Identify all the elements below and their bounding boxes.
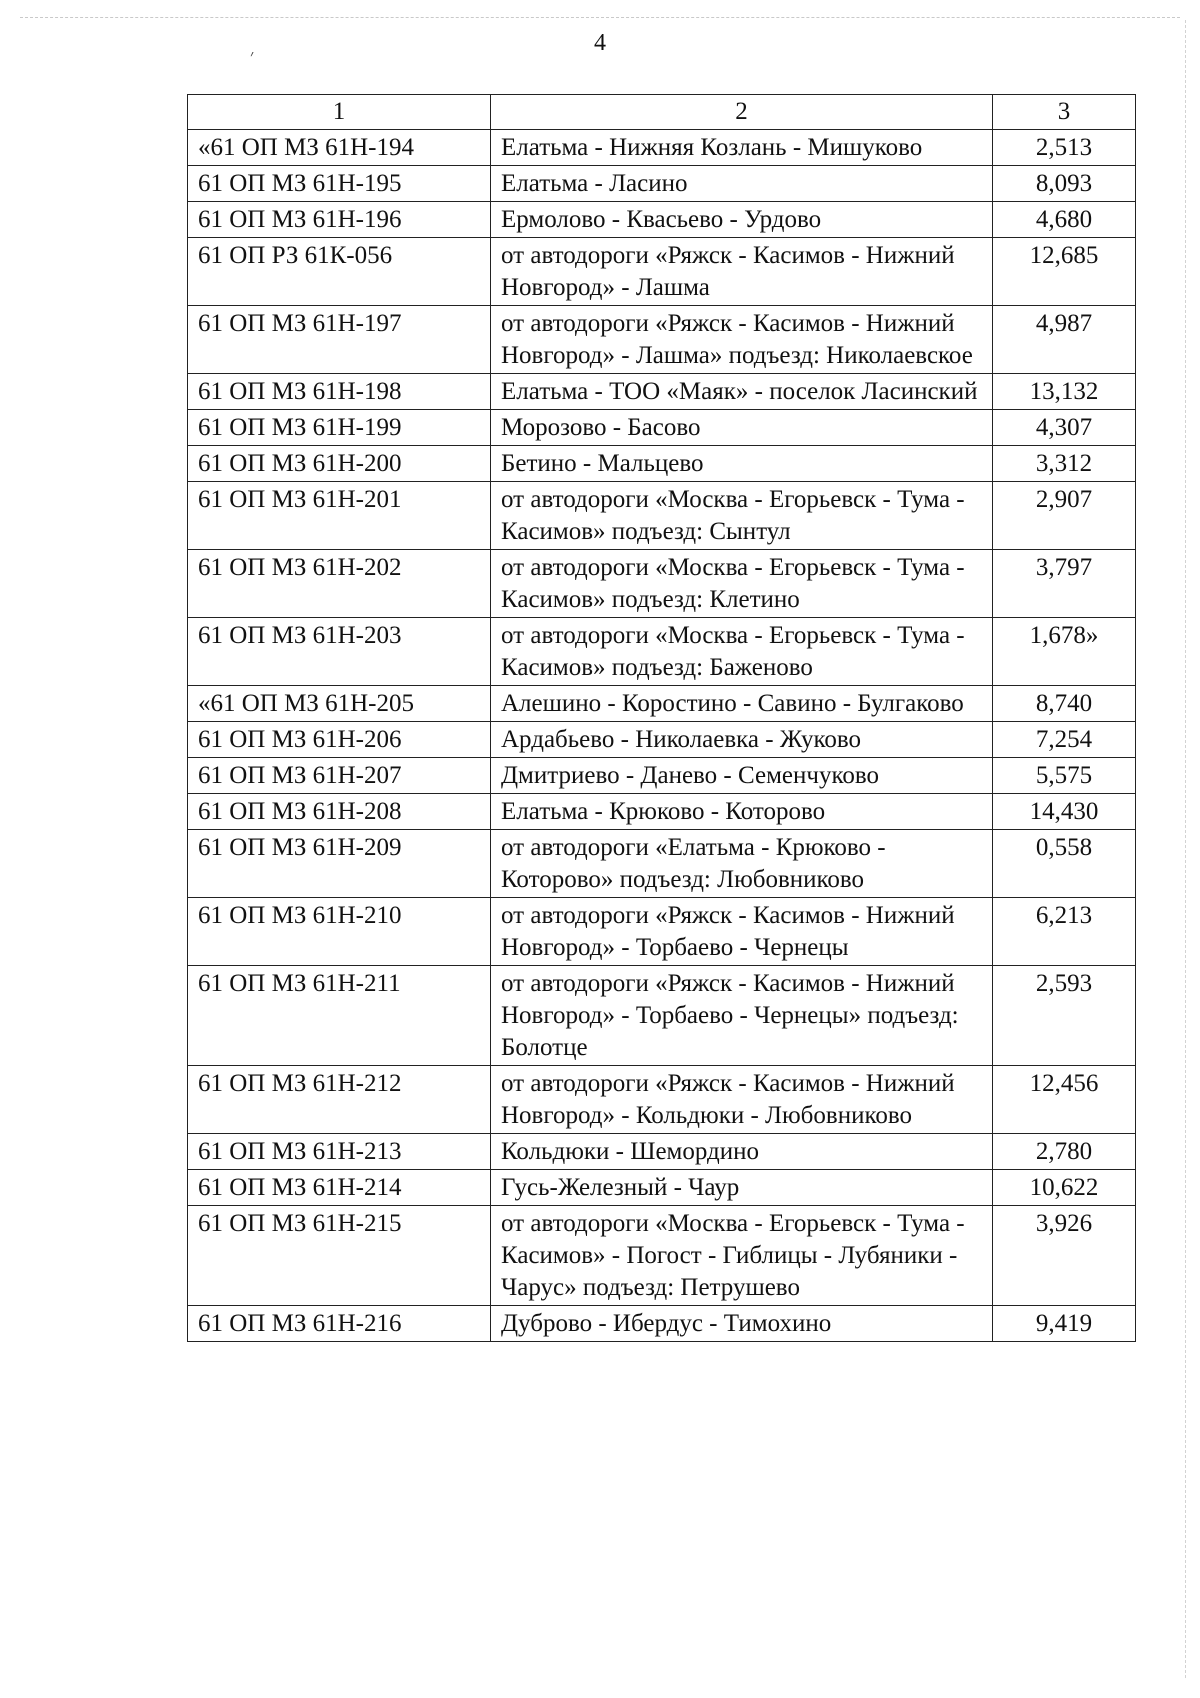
road-code-cell: 61 ОП МЗ 61Н-195 — [188, 166, 491, 202]
road-length-cell: 0,558 — [993, 830, 1136, 898]
road-code-cell: 61 ОП МЗ 61Н-199 — [188, 410, 491, 446]
road-name-cell: от автодороги «Ряжск - Касимов - Нижний Новгород» - Кольдюки - Любовниково — [491, 1066, 993, 1134]
road-code-cell: 61 ОП МЗ 61Н-208 — [188, 794, 491, 830]
table-row — [188, 1134, 1136, 1170]
road-code-cell: 61 ОП МЗ 61Н-214 — [188, 1170, 491, 1206]
road-code-cell: 61 ОП МЗ 61Н-202 — [188, 550, 491, 618]
table-row — [188, 966, 1136, 1066]
road-name-cell: Елатьма - Нижняя Козлань - Мишуково — [491, 130, 993, 166]
road-length-cell: 2,593 — [993, 966, 1136, 1066]
road-name-cell: Кольдюки - Шемордино — [491, 1134, 993, 1170]
road-code-cell: 61 ОП МЗ 61Н-197 — [188, 306, 491, 374]
table-row — [188, 306, 1136, 374]
road-code-cell: 61 ОП МЗ 61Н-215 — [188, 1206, 491, 1306]
table-row — [188, 1066, 1136, 1134]
road-name-cell: Елатьма - Ласино — [491, 166, 993, 202]
road-length-cell: 12,456 — [993, 1066, 1136, 1134]
table-row — [188, 550, 1136, 618]
road-length-cell: 14,430 — [993, 794, 1136, 830]
road-code-cell: 61 ОП МЗ 61Н-207 — [188, 758, 491, 794]
road-name-cell: от автодороги «Москва - Егорьевск - Тума - Касимов» - Погост - Гиблицы - Лубяники - Чарус» подъезд: Петрушево — [491, 1206, 993, 1306]
road-length-cell: 10,622 — [993, 1170, 1136, 1206]
road-length-cell: 7,254 — [993, 722, 1136, 758]
table-row — [188, 1306, 1136, 1342]
road-name-cell: от автодороги «Москва - Егорьевск - Тума - Касимов» подъезд: Клетино — [491, 550, 993, 618]
scan-artifact-top — [20, 17, 1180, 18]
table-row — [188, 686, 1136, 722]
road-code-cell: 61 ОП МЗ 61Н-203 — [188, 618, 491, 686]
road-length-cell: 2,513 — [993, 130, 1136, 166]
table-body — [188, 130, 1136, 1342]
road-length-cell: 2,780 — [993, 1134, 1136, 1170]
road-length-cell: 4,987 — [993, 306, 1136, 374]
road-code-cell: «61 ОП МЗ 61Н-194 — [188, 130, 491, 166]
column-header-1: 1 — [188, 95, 491, 130]
table-row — [188, 794, 1136, 830]
table-row — [188, 238, 1136, 306]
road-code-cell: 61 ОП МЗ 61Н-198 — [188, 374, 491, 410]
table-row — [188, 166, 1136, 202]
road-code-cell: 61 ОП МЗ 61Н-210 — [188, 898, 491, 966]
table-row — [188, 722, 1136, 758]
road-name-cell: Ермолово - Квасьево - Урдово — [491, 202, 993, 238]
road-name-cell: от автодороги «Москва - Егорьевск - Тума - Касимов» подъезд: Баженово — [491, 618, 993, 686]
road-name-cell: от автодороги «Ряжск - Касимов - Нижний Новгород» - Лашма» подъезд: Николаевское — [491, 306, 993, 374]
road-code-cell: 61 ОП РЗ 61К-056 — [188, 238, 491, 306]
road-name-cell: Елатьма - ТОО «Маяк» - поселок Ласинский — [491, 374, 993, 410]
road-length-cell: 5,575 — [993, 758, 1136, 794]
road-name-cell: Бетино - Мальцево — [491, 446, 993, 482]
road-length-cell: 8,093 — [993, 166, 1136, 202]
road-length-cell: 1,678» — [993, 618, 1136, 686]
table-row — [188, 1206, 1136, 1306]
road-name-cell: Дмитриево - Данево - Семенчуково — [491, 758, 993, 794]
road-length-cell: 9,419 — [993, 1306, 1136, 1342]
table-row — [188, 1170, 1136, 1206]
road-name-cell: от автодороги «Ряжск - Касимов - Нижний Новгород» - Торбаево - Чернецы — [491, 898, 993, 966]
road-length-cell: 8,740 — [993, 686, 1136, 722]
table-row — [188, 374, 1136, 410]
road-name-cell: Елатьма - Крюково - Которово — [491, 794, 993, 830]
road-length-cell: 3,797 — [993, 550, 1136, 618]
road-code-cell: 61 ОП МЗ 61Н-200 — [188, 446, 491, 482]
road-length-cell: 4,307 — [993, 410, 1136, 446]
road-name-cell: Гусь-Железный - Чаур — [491, 1170, 993, 1206]
road-name-cell: Морозово - Басово — [491, 410, 993, 446]
road-length-cell: 13,132 — [993, 374, 1136, 410]
table-row — [188, 202, 1136, 238]
road-name-cell: от автодороги «Ряжск - Касимов - Нижний Новгород» - Торбаево - Чернецы» подъезд: Болотце — [491, 966, 993, 1066]
road-code-cell: 61 ОП МЗ 61Н-213 — [188, 1134, 491, 1170]
stray-mark: ׳ — [250, 46, 255, 66]
road-code-cell: 61 ОП МЗ 61Н-201 — [188, 482, 491, 550]
road-length-cell: 6,213 — [993, 898, 1136, 966]
road-name-cell: от автодороги «Елатьма - Крюково - Которово» подъезд: Любовниково — [491, 830, 993, 898]
road-length-cell: 3,312 — [993, 446, 1136, 482]
table-row — [188, 410, 1136, 446]
road-code-cell: 61 ОП МЗ 61Н-196 — [188, 202, 491, 238]
road-length-cell: 4,680 — [993, 202, 1136, 238]
roads-table — [187, 94, 1136, 1342]
scan-artifact-right — [1185, 20, 1186, 1678]
road-name-cell: Ардабьево - Николаевка - Жуково — [491, 722, 993, 758]
road-code-cell: «61 ОП МЗ 61Н-205 — [188, 686, 491, 722]
table-row — [188, 446, 1136, 482]
table-header-row — [188, 95, 1136, 130]
column-header-2: 2 — [491, 95, 993, 130]
table-row — [188, 758, 1136, 794]
road-code-cell: 61 ОП МЗ 61Н-209 — [188, 830, 491, 898]
table-row — [188, 830, 1136, 898]
column-header-3: 3 — [993, 95, 1136, 130]
road-length-cell: 3,926 — [993, 1206, 1136, 1306]
page-number: 4 — [594, 30, 606, 56]
road-length-cell: 2,907 — [993, 482, 1136, 550]
road-length-cell: 12,685 — [993, 238, 1136, 306]
table-row — [188, 898, 1136, 966]
road-code-cell: 61 ОП МЗ 61Н-212 — [188, 1066, 491, 1134]
table-row — [188, 130, 1136, 166]
road-name-cell: Дуброво - Ибердус - Тимохино — [491, 1306, 993, 1342]
table-row — [188, 482, 1136, 550]
road-name-cell: от автодороги «Москва - Егорьевск - Тума - Касимов» подъезд: Сынтул — [491, 482, 993, 550]
road-code-cell: 61 ОП МЗ 61Н-211 — [188, 966, 491, 1066]
road-code-cell: 61 ОП МЗ 61Н-216 — [188, 1306, 491, 1342]
table-row — [188, 618, 1136, 686]
road-name-cell: Алешино - Коростино - Савино - Булгаково — [491, 686, 993, 722]
road-code-cell: 61 ОП МЗ 61Н-206 — [188, 722, 491, 758]
road-name-cell: от автодороги «Ряжск - Касимов - Нижний Новгород» - Лашма — [491, 238, 993, 306]
